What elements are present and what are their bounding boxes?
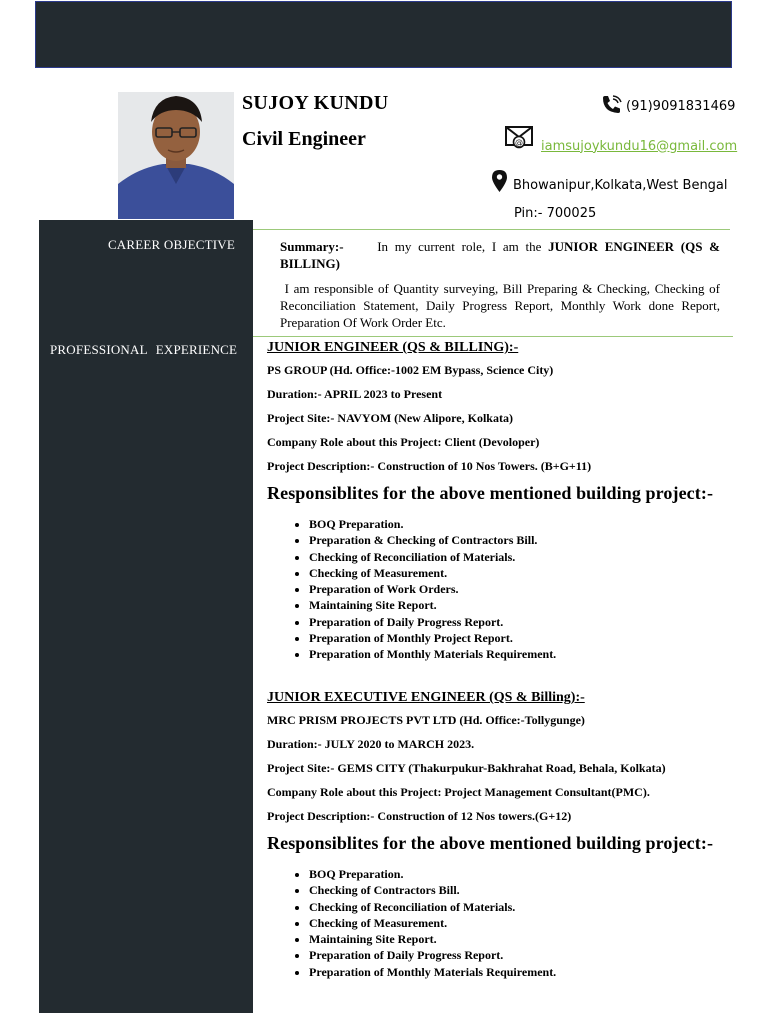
summary-label: Summary:- [280, 239, 344, 254]
list-item: • Preparation of Daily Progress Report. [309, 947, 737, 963]
job-entry-1 [267, 340, 737, 663]
list-item: • Checking of Measurement. [309, 565, 737, 581]
candidate-name: SUJOY KUNDU [242, 92, 389, 114]
summary-role: JUNIOR ENGINEER (QS & BILLING) [280, 239, 720, 271]
location-pin-icon [492, 170, 507, 196]
list-item: • BOQ Preparation. [309, 516, 737, 532]
responsibilities-list [267, 516, 737, 663]
job-site: Project Site:- NAVYOM (New Alipore, Kolkata) [267, 411, 513, 425]
job-entry-2 [267, 690, 737, 980]
header-banner [35, 1, 732, 68]
divider-mid [253, 336, 733, 337]
job-duration: Duration:- JULY 2020 to MARCH 2023. [267, 737, 475, 751]
job-role: Company Role about this Project: Project Management Consultant(PMC). [267, 785, 650, 799]
list-item: • Preparation of Daily Progress Report. [309, 614, 737, 630]
professional-experience-label: PROFESSIONAL EXPERIENCE [50, 342, 238, 357]
job-description: Project Description:- Construction of 12 Nos towers.(G+12) [267, 809, 572, 823]
responsibilities-list [267, 866, 737, 980]
list-item: • Preparation & Checking of Contractors Bill. [309, 532, 737, 548]
list-item: • BOQ Preparation. [309, 866, 737, 882]
job-company: MRC PRISM PROJECTS PVT LTD (Hd. Office:-Tollygunge) [267, 713, 585, 727]
email-link[interactable]: iamsujoykundu16@gmail.com [541, 138, 738, 154]
address-text: Bhowanipur,Kolkata,West Bengal [513, 178, 728, 193]
list-item: • Checking of Reconciliation of Materials. [309, 549, 737, 565]
summary-paragraph [280, 238, 720, 272]
pin-code: Pin:- 700025 [514, 206, 597, 221]
career-objective-label: CAREER OBJECTIVE [107, 237, 235, 252]
sidebar [39, 220, 253, 1013]
responsibilities-title: Responsiblites for the above mentioned building project:- [267, 833, 714, 853]
summary-lead: In my current role, I am the [377, 239, 542, 254]
divider-top [253, 229, 730, 230]
profile-photo [118, 92, 234, 219]
list-item: • Preparation of Work Orders. [309, 581, 737, 597]
list-item: • Checking of Contractors Bill. [309, 882, 737, 898]
job-company: PS GROUP (Hd. Office:-1002 EM Bypass, Science City) [267, 363, 554, 377]
email-contact [505, 126, 737, 156]
phone-number[interactable]: (91)9091831469 [626, 98, 736, 114]
job-role: Company Role about this Project: Client (Devoloper) [267, 435, 540, 449]
address-contact [492, 170, 728, 196]
list-item: • Maintaining Site Report. [309, 931, 737, 947]
job-duration: Duration:- APRIL 2023 to Present [267, 387, 443, 401]
list-item: • Preparation of Monthly Project Report. [309, 630, 737, 646]
list-item: • Preparation of Monthly Materials Requirement. [309, 646, 737, 662]
list-item: • Checking of Reconciliation of Materials. [309, 899, 737, 915]
job-heading: JUNIOR ENGINEER (QS & BILLING):- [267, 340, 519, 355]
job-heading: JUNIOR EXECUTIVE ENGINEER (QS & Billing):- [267, 690, 585, 705]
summary-detail: I am responsible of Quantity surveying, Bill Preparing & Checking, Checking of Reconciliation Statement, Daily Progress Report, Monthly Work done Report, Preparation Of Work Order Etc. [280, 281, 720, 330]
candidate-title: Civil Engineer [242, 128, 366, 150]
phone-contact [600, 95, 735, 117]
list-item: • Maintaining Site Report. [309, 597, 737, 613]
phone-icon [600, 95, 624, 117]
envelope-icon [505, 126, 533, 156]
job-description: Project Description:- Construction of 10 Nos Towers. (B+G+11) [267, 459, 592, 473]
list-item: • Preparation of Monthly Materials Requirement. [309, 964, 737, 980]
list-item: • Checking of Measurement. [309, 915, 737, 931]
job-site: Project Site:- GEMS CITY (Thakurpukur-Bakhrahat Road, Behala, Kolkata) [267, 761, 666, 775]
svg-text:@: @ [515, 138, 523, 147]
responsibilities-title: Responsiblites for the above mentioned building project:- [267, 483, 714, 503]
